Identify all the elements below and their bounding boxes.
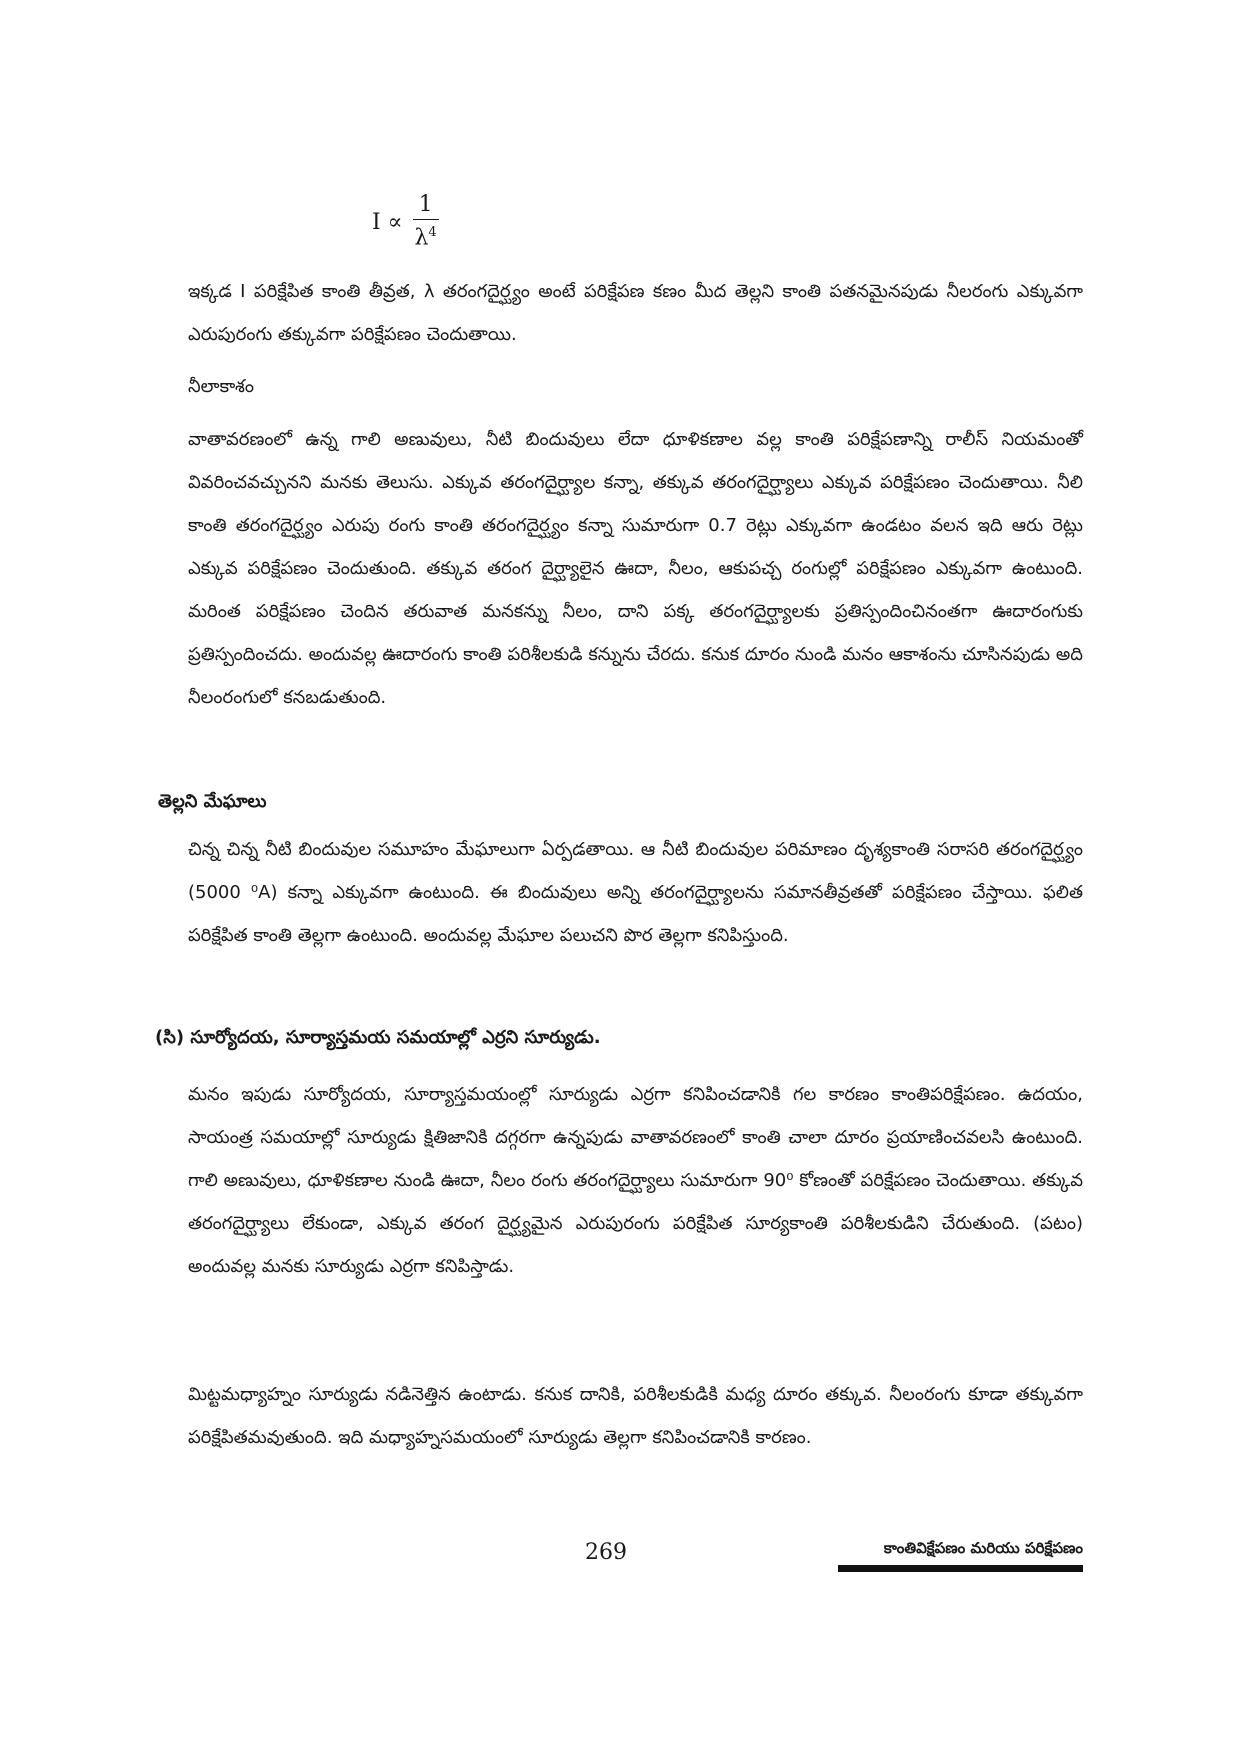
heading-red-sun: (సి) సూర్యోదయ, సూర్యాస్తమయ సమయాల్లో ఎర్రని సూర్యుడు. [155, 1027, 601, 1048]
intensity-formula [372, 192, 439, 252]
paragraph-intensity-explanation: ఇక్కడ I పరిక్షేపిత కాంతి తీవ్రత, λ తరంగదైర్ఘ్యం అంటే పరిక్షేపణ కణం మీద తెల్లని కాంతి పతనమైనపుడు నీలరంగు ఎక్కువగా ఎరుపురంగు తక్కువగా పరిక్షేపణం చెందుతాయి. [188, 281, 1083, 345]
footer-rule [838, 1565, 1083, 1572]
paragraph-red-sun: మనం ఇపుడు సూర్యోదయ, సూర్యాస్తమయంల్లో సూర్యుడు ఎర్రగా కనిపించడానికి గల కారణం కాంతిపరిక్షేపణం. ఉదయం, సాయంత్ర సమయాల్లో సూర్యుడు క్షితిజానికి దగ్గరగా ఉన్నపుడు వాతావరణంలో కాంతి చాలా దూరం ప్రయాణించవలసి ఉంటుంది. గాలి అణువులు, ధూళికణాల నుండి ఊదా, నీలం రంగు తరంగదైర్ఘ్యాలు సుమారుగా 90⁰ కోణంతో పరిక్షేపణం చెందుతాయి. తక్కువ తరంగదైర్ఘ్యాలు లేకుండా, ఎక్కువ తరంగ దైర్ఘ్యమైన ఎరుపురంగు పరిక్షేపిత సూర్యకాంతి పరిశీలకుడిని చేరుతుంది. (పటం) అందువల్ల మనకు సూర్యుడు ఎర్రగా కనిపిస్తాడు. [188, 1084, 1083, 1277]
paragraph-midday-sun: మిట్టమధ్యాహ్నం సూర్యుడు నడినెత్తిన ఉంటాడు. కనుక దానికి, పరిశీలకుడికి మధ్య దూరం తక్కువ. నీలంరంగు కూడా తక్కువగా పరిక్షేపితమవుతుంది. ఇది మధ్యాహ్నసమయంలో సూర్యుడు తెల్లగా కనిపించడానికి కారణం. [188, 1384, 1083, 1448]
formula-denominator-exponent: 4 [428, 224, 437, 240]
paragraph-white-clouds: చిన్న చిన్న నీటి బిందువుల సమూహం మేఘాలుగా ఏర్పడతాయి. ఆ నీటి బిందువుల పరిమాణం దృశ్యకాంతి సరాసరి తరంగదైర్ఘ్యం (5000 ⁰A) కన్నా ఎక్కువగా ఉంటుంది. ఈ బిందువులు అన్ని తరంగదైర్ఘ్యాలను సమానతీవ్రతతో పరిక్షేపణం చేస్తాయి. ఫలిత పరిక్షేపిత కాంతి తెల్లగా ఉంటుంది. అందువల్ల మేఘాల పలుచని పొర తెల్లగా కనిపిస్తుంది. [188, 839, 1083, 946]
subheading-blue-sky: నీలాకాశం [188, 376, 255, 397]
formula-denominator-base: λ [414, 225, 429, 251]
page-number: 269 [585, 1540, 627, 1565]
formula-numerator: 1 [413, 193, 439, 220]
paragraph-blue-sky: వాతావరణంలో ఉన్న గాలి అణువులు, నీటి బిందువులు లేదా ధూళికణాల వల్ల కాంతి పరిక్షేపణాన్ని రాలీస్ నియమంతో వివరించవచ్చునని మనకు తెలుసు. ఎక్కువ తరంగదైర్ఘ్యాల కన్నా, తక్కువ తరంగదైర్ఘ్యాలు ఎక్కువ పరిక్షేపణం చెందుతాయి. నీలి కాంతి తరంగదైర్ఘ్యం ఎరుపు రంగు కాంతి తరంగదైర్ఘ్యం కన్నా సుమారుగా 0.7 రెట్లు ఎక్కువగా ఉండటం వలన ఇది ఆరు రెట్లు ఎక్కువ పరిక్షేపణం చెందుతుంది. తక్కువ తరంగ దైర్ఘ్యాలైన ఊదా, నీలం, ఆకుపచ్చ రంగుల్లో పరిక్షేపణం ఎక్కువగా ఉంటుంది. మరింత పరిక్షేపణం చెందిన తరువాత మనకన్ను నీలం, దాని పక్క తరంగదైర్ఘ్యాలకు ప్రతిస్పందించినంతగా ఊదారంగుకు ప్రతిస్పందించదు. అందువల్ల ఊదారంగు కాంతి పరిశీలకుడి కన్నును చేరదు. కనుక దూరం నుండి మనం ఆకాశంను చూసినపుడు అది నీలంరంగులో కనబడుతుంది. [188, 429, 1083, 708]
formula-lhs: I ∝ [372, 209, 403, 235]
heading-white-clouds: తెల్లని మేఘాలు [158, 791, 267, 812]
formula-denominator [414, 220, 436, 251]
formula-fraction [413, 193, 439, 251]
chapter-title: కాంతివిక్షేపణం మరియు పరిక్షేపణం [883, 1539, 1083, 1557]
